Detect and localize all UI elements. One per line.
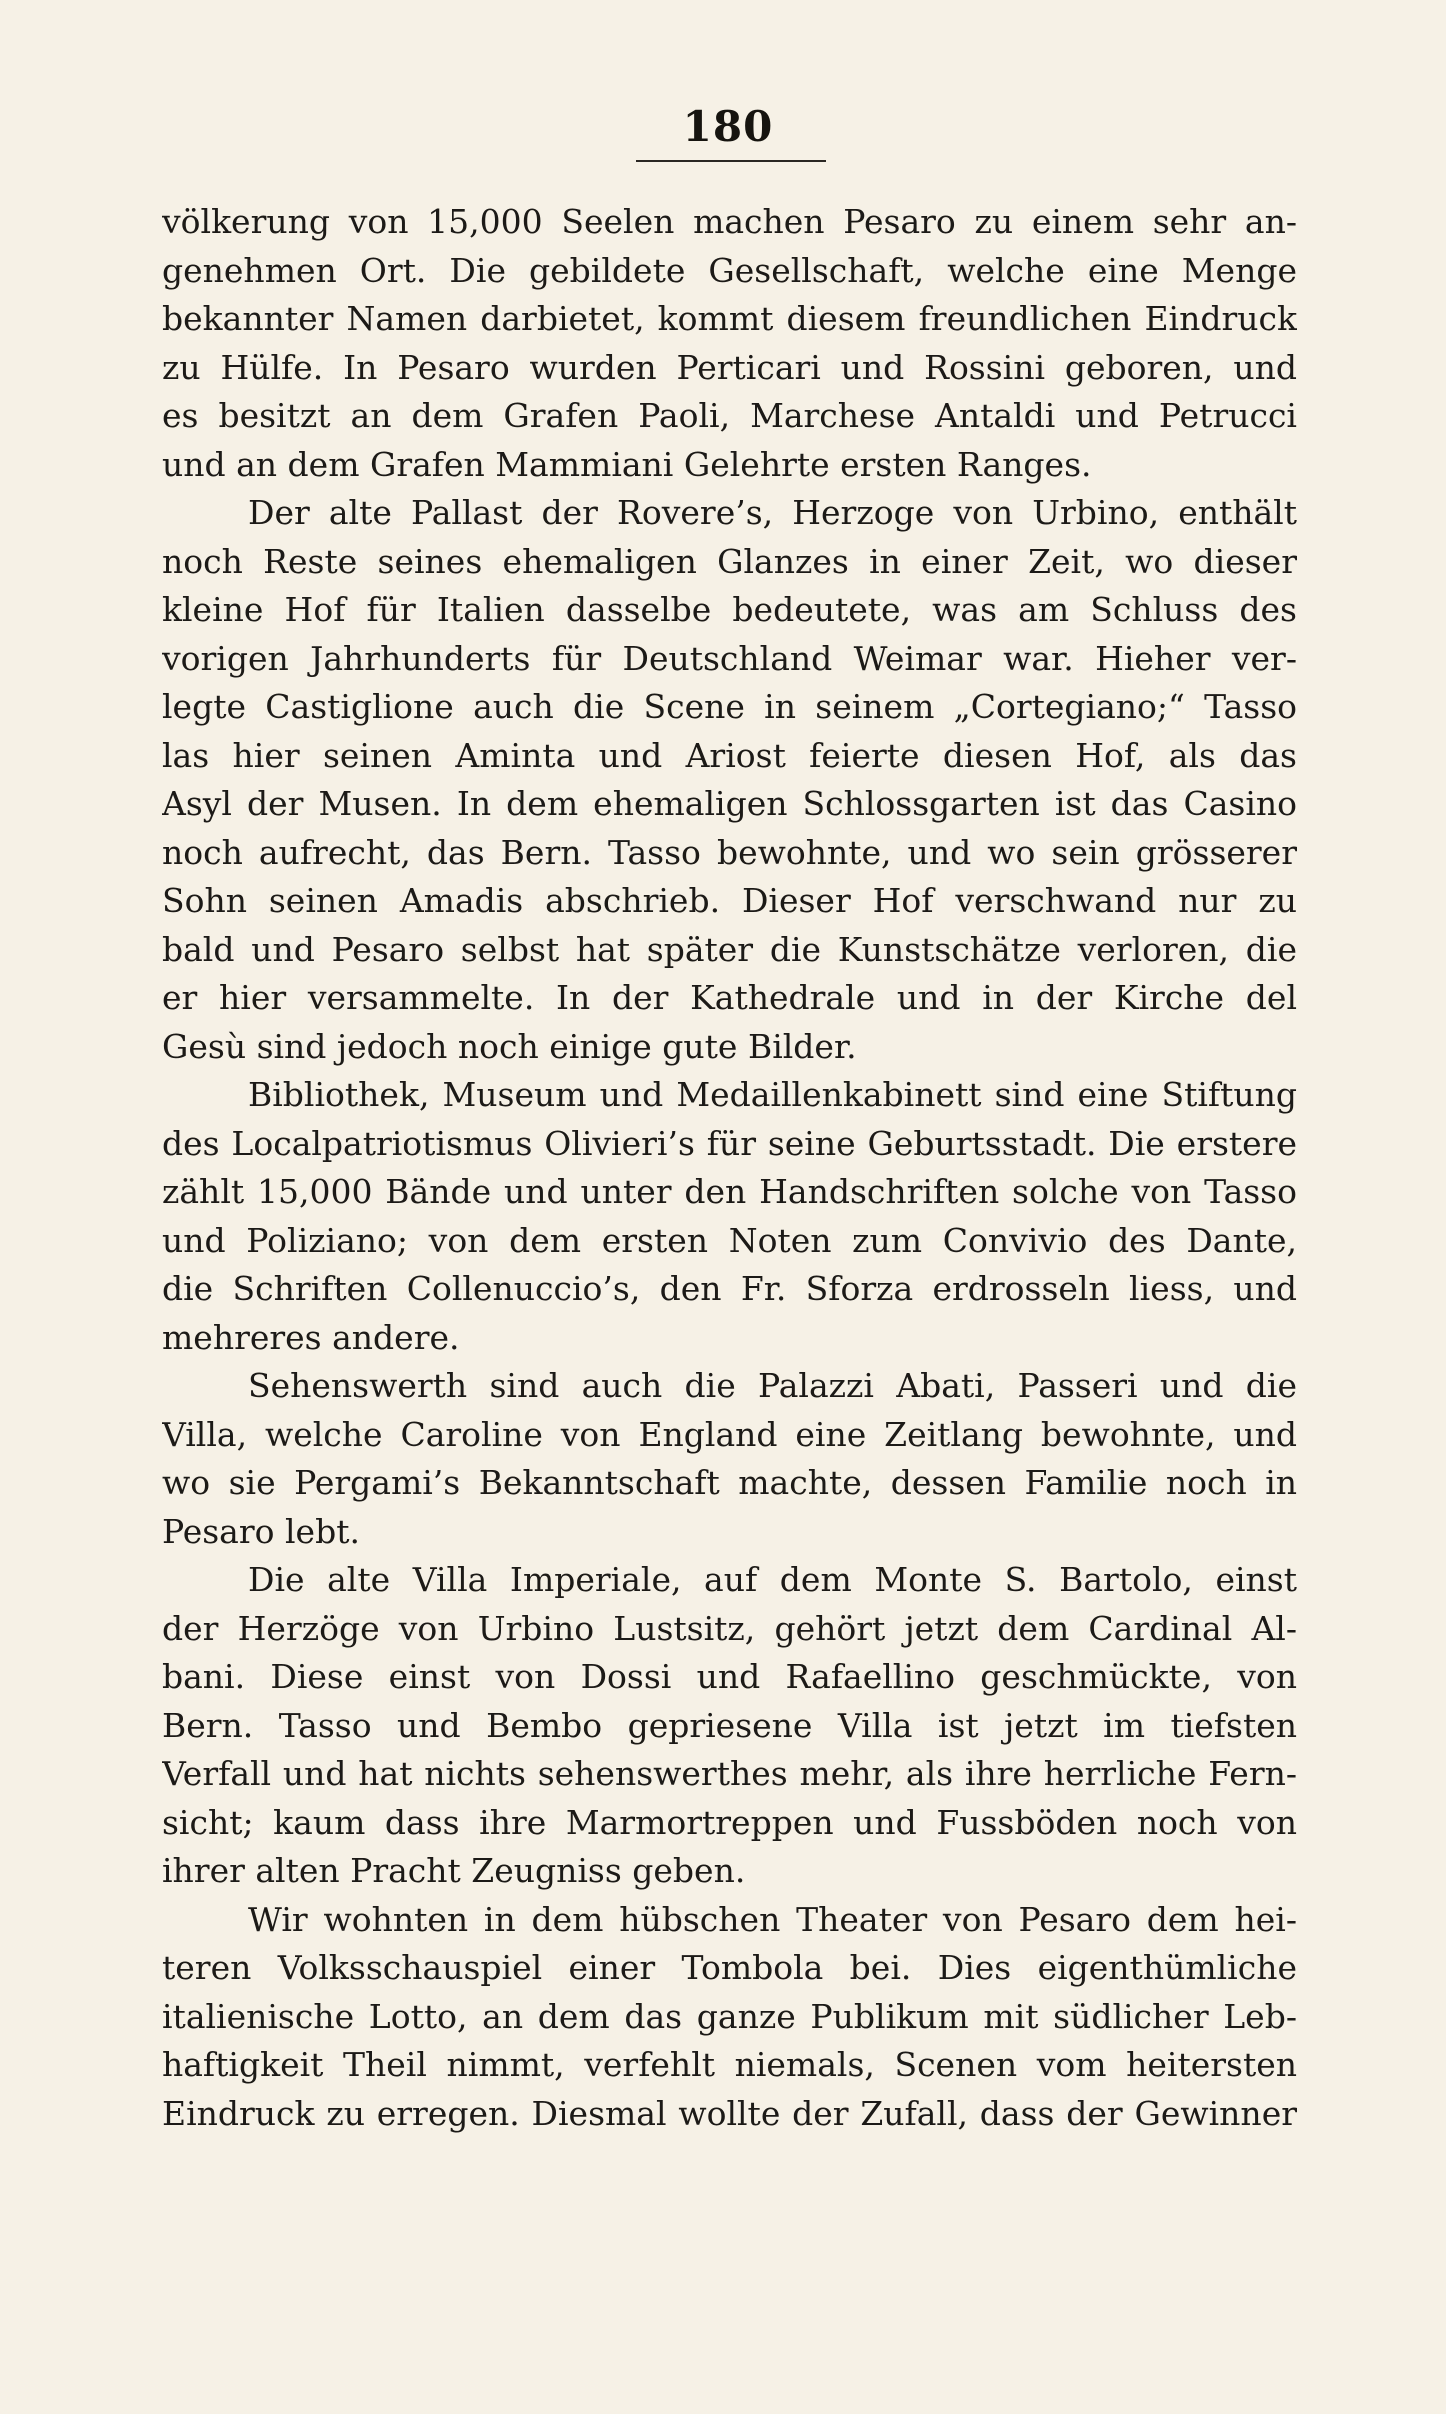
- text-line: legte Castiglione auch die Scene in seinem „Cortegiano;“ Tasso: [162, 687, 1297, 726]
- body-text: [162, 198, 1297, 2138]
- text-line: Gesù sind jedoch noch einige gute Bilder.: [162, 1026, 857, 1066]
- text-line: bekannter Namen darbietet, kommt diesem freundlichen Eindruck: [162, 299, 1297, 338]
- text-line: zu Hülfe. In Pesaro wurden Perticari und Rossini geboren, und: [162, 347, 1297, 387]
- page-number: 180: [682, 102, 774, 151]
- text-line: und an dem Grafen Mammiani Gelehrte ersten Ranges.: [162, 444, 1092, 484]
- text-line: Eindruck zu erregen. Diesmal wollte der Zufall, dass der Gewinner: [162, 2093, 1297, 2133]
- text-line: des Localpatriotismus Olivieri’s für seine Geburtsstadt. Die erstere: [162, 1123, 1297, 1163]
- text-line: und Poliziano; von dem ersten Noten zum Convivio des Dante,: [162, 1220, 1297, 1260]
- text-line: las hier seinen Aminta und Ariost feierte diesen Hof, als das: [162, 735, 1297, 775]
- text-line: noch Reste seines ehemaligen Glanzes in einer Zeit, wo dieser: [162, 541, 1297, 581]
- text-line: Villa, welche Caroline von England eine Zeitlang bewohnte, und: [162, 1414, 1297, 1454]
- text-line: italienische Lotto, an dem das ganze Publikum mit südlicher Leb-: [162, 1996, 1297, 2036]
- text-line: genehmen Ort. Die gebildete Gesellschaft, welche eine Menge: [162, 250, 1297, 290]
- text-line: sicht; kaum dass ihre Marmortreppen und Fussböden noch von: [162, 1802, 1297, 1842]
- text-line: Wir wohnten in dem hübschen Theater von Pesaro dem hei-: [248, 1899, 1297, 1939]
- text-line: wo sie Pergami’s Bekanntschaft machte, dessen Familie noch in: [162, 1463, 1297, 1502]
- text-line: vorigen Jahrhunderts für Deutschland Weimar war. Hieher ver-: [162, 638, 1297, 678]
- text-line: Pesaro lebt.: [162, 1511, 360, 1551]
- text-line: es besitzt an dem Grafen Paoli, Marchese Antaldi und Petrucci: [162, 396, 1297, 435]
- text-line: Verfall und hat nichts sehenswerthes mehr, als ihre herrliche Fern-: [162, 1754, 1297, 1793]
- text-line: Bibliothek, Museum und Medaillenkabinett sind eine Stiftung: [248, 1075, 1297, 1114]
- text-line: mehreres andere.: [162, 1317, 460, 1357]
- text-line: zählt 15,000 Bände und unter den Handschriften solche von Tasso: [162, 1172, 1297, 1211]
- text-line: die Schriften Collenuccio’s, den Fr. Sforza erdrosseln liess, und: [162, 1269, 1297, 1308]
- text-line: kleine Hof für Italien dasselbe bedeutete, was am Schluss des: [162, 590, 1297, 629]
- text-line: teren Volksschauspiel einer Tombola bei. Dies eigenthümliche: [162, 1948, 1297, 1987]
- text-line: Sehenswerth sind auch die Palazzi Abati, Passeri und die: [248, 1366, 1297, 1405]
- text-line: Der alte Pallast der Rovere’s, Herzoge von Urbino, enthält: [248, 493, 1297, 532]
- header-rule: [636, 160, 826, 162]
- text-line: bani. Diese einst von Dossi und Rafaellino geschmückte, von: [162, 1657, 1297, 1696]
- text-line: haftigkeit Theil nimmt, verfehlt niemals, Scenen vom heitersten: [162, 2045, 1297, 2084]
- text-line: bald und Pesaro selbst hat später die Kunstschätze verloren, die: [162, 929, 1297, 969]
- text-line: Sohn seinen Amadis abschrieb. Dieser Hof verschwand nur zu: [162, 881, 1297, 920]
- text-line: Bern. Tasso und Bembo gepriesene Villa ist jetzt im tiefsten: [162, 1705, 1297, 1745]
- text-line: er hier versammelte. In der Kathedrale und in der Kirche del: [162, 978, 1297, 1017]
- text-line: noch aufrecht, das Bern. Tasso bewohnte, und wo sein grösserer: [162, 832, 1297, 872]
- text-line: der Herzöge von Urbino Lustsitz, gehört jetzt dem Cardinal Al-: [162, 1608, 1297, 1648]
- text-line: Asyl der Musen. In dem ehemaligen Schlossgarten ist das Casino: [162, 784, 1297, 823]
- text-line: völkerung von 15,000 Seelen machen Pesaro zu einem sehr an-: [162, 202, 1297, 241]
- text-line: ihrer alten Pracht Zeugniss geben.: [162, 1851, 746, 1890]
- text-line: Die alte Villa Imperiale, auf dem Monte S. Bartolo, einst: [248, 1560, 1297, 1599]
